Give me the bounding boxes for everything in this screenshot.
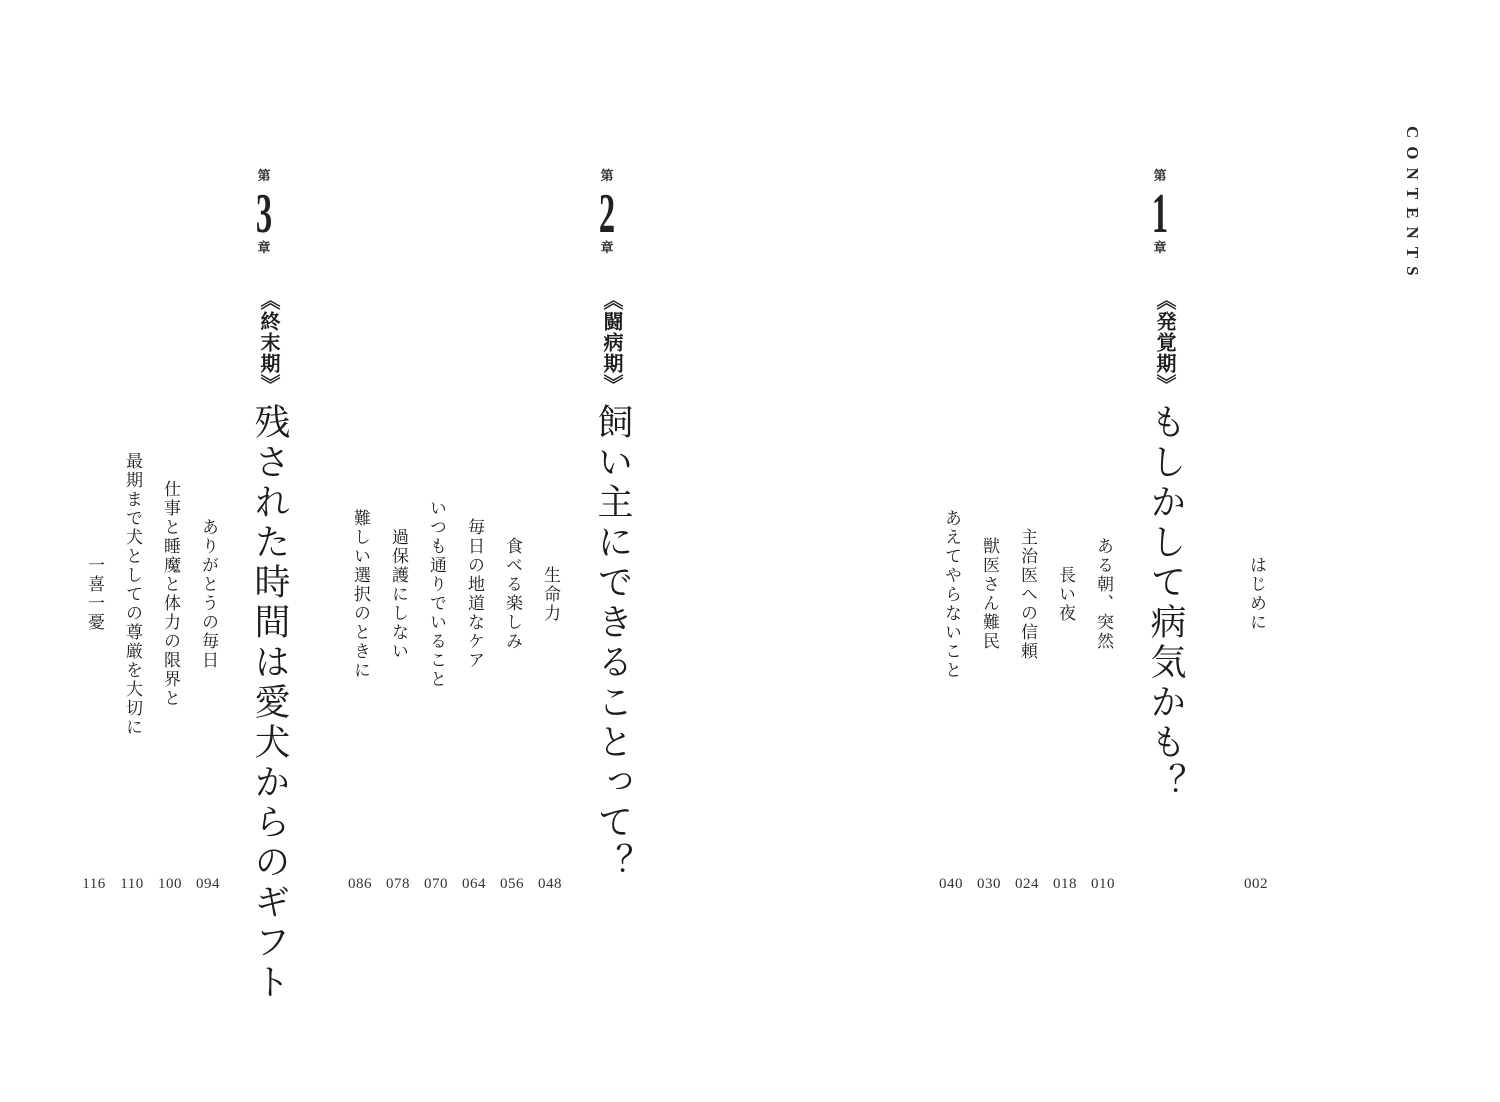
phase-label: 《終末期》 — [257, 290, 281, 395]
toc-entry-text: 一喜一憂 — [84, 556, 104, 632]
toc-entry[interactable] — [537, 290, 563, 898]
toc-entry-text: 毎日の地道なケア — [464, 518, 484, 670]
toc-entry[interactable] — [423, 290, 449, 898]
toc-entry-page: 030 — [977, 876, 1001, 892]
toc-entry-page: 100 — [158, 876, 182, 892]
toc-entry-page: 078 — [386, 876, 410, 892]
chapter-number: 3 — [255, 183, 273, 245]
toc-entry-page: 040 — [939, 876, 963, 892]
chapter-dai-label: 第 — [600, 169, 614, 184]
chapter-3-title — [244, 290, 295, 1003]
contents-heading: CONTENTS — [1403, 126, 1422, 284]
phase-label: 《発覚期》 — [1153, 290, 1177, 395]
toc-entry[interactable] — [157, 290, 183, 898]
chapter-2-marker — [587, 170, 627, 256]
toc-entry-page: 116 — [82, 876, 106, 892]
chapter-1-title — [1140, 290, 1191, 803]
chapter-dai-label: 第 — [257, 169, 271, 184]
toc-entry[interactable] — [385, 290, 411, 898]
toc-entry[interactable] — [1014, 290, 1040, 898]
chapter-dai-label: 第 — [1153, 169, 1167, 184]
toc-entry-text: 生命力 — [540, 565, 560, 623]
toc-entry-page: 010 — [1091, 876, 1115, 892]
toc-entry-page: 086 — [348, 876, 372, 892]
toc-entry-page: 094 — [196, 876, 220, 892]
chapter-name: 残された時間は愛犬からのギフト — [249, 403, 290, 1003]
toc-entry[interactable] — [195, 290, 221, 898]
toc-entry-text: 獣医さん難民 — [979, 537, 999, 651]
toc-entry-text: ありがとうの毎日 — [198, 518, 218, 670]
toc-entry-page: 048 — [538, 876, 562, 892]
toc-entry-page: 024 — [1015, 876, 1039, 892]
toc-entry[interactable] — [976, 290, 1002, 898]
toc-entry[interactable] — [938, 290, 964, 898]
toc-entry[interactable] — [461, 290, 487, 898]
toc-entry-text: 最期まで犬としての尊厳を大切に — [122, 451, 142, 737]
chapter-sho-label: 章 — [600, 241, 614, 256]
chapter-name: もしかして病気かも？ — [1145, 403, 1186, 803]
toc-entry-text: 難しい選択のときに — [350, 508, 370, 680]
toc-entry[interactable] — [81, 290, 107, 898]
toc-entry-intro[interactable] — [1243, 290, 1269, 898]
toc-entry-page: 110 — [120, 876, 144, 892]
toc-entry[interactable] — [119, 290, 145, 898]
toc-entry[interactable] — [1090, 290, 1116, 898]
toc-entry-text: 長い夜 — [1055, 565, 1075, 623]
toc-entry-page: 064 — [462, 876, 486, 892]
chapter-sho-label: 章 — [257, 241, 271, 256]
toc-entry[interactable] — [499, 290, 525, 898]
toc-entry-text: 主治医への信頼 — [1017, 527, 1037, 661]
toc-entry-page: 056 — [500, 876, 524, 892]
toc-entry-page: 070 — [424, 876, 448, 892]
chapter-number: 1 — [1151, 183, 1169, 245]
chapter-1-marker — [1140, 170, 1180, 256]
toc-entry-text: 仕事と睡魔と体力の限界と — [160, 480, 180, 708]
toc-entry-text: 過保護にしない — [388, 527, 408, 661]
chapter-sho-label: 章 — [1153, 241, 1167, 256]
toc-entry-text: ある朝、突然 — [1093, 537, 1113, 651]
toc-entry-text: 食べる楽しみ — [502, 537, 522, 651]
chapter-2-title — [587, 290, 638, 883]
toc-entry-text: あえてやらないこと — [941, 508, 961, 680]
chapter-number: 2 — [598, 183, 616, 245]
toc-entry[interactable] — [347, 290, 373, 898]
toc-entry-text: はじめに — [1246, 556, 1266, 632]
phase-label: 《闘病期》 — [600, 290, 624, 395]
toc-entry-page: 002 — [1244, 876, 1268, 892]
chapter-3-marker — [244, 170, 284, 256]
toc-entry[interactable] — [1052, 290, 1078, 898]
toc-entry-text: いつも通りでいること — [426, 499, 446, 689]
chapter-name: 飼い主にできることって？ — [592, 403, 633, 883]
toc-entry-page: 018 — [1053, 876, 1077, 892]
